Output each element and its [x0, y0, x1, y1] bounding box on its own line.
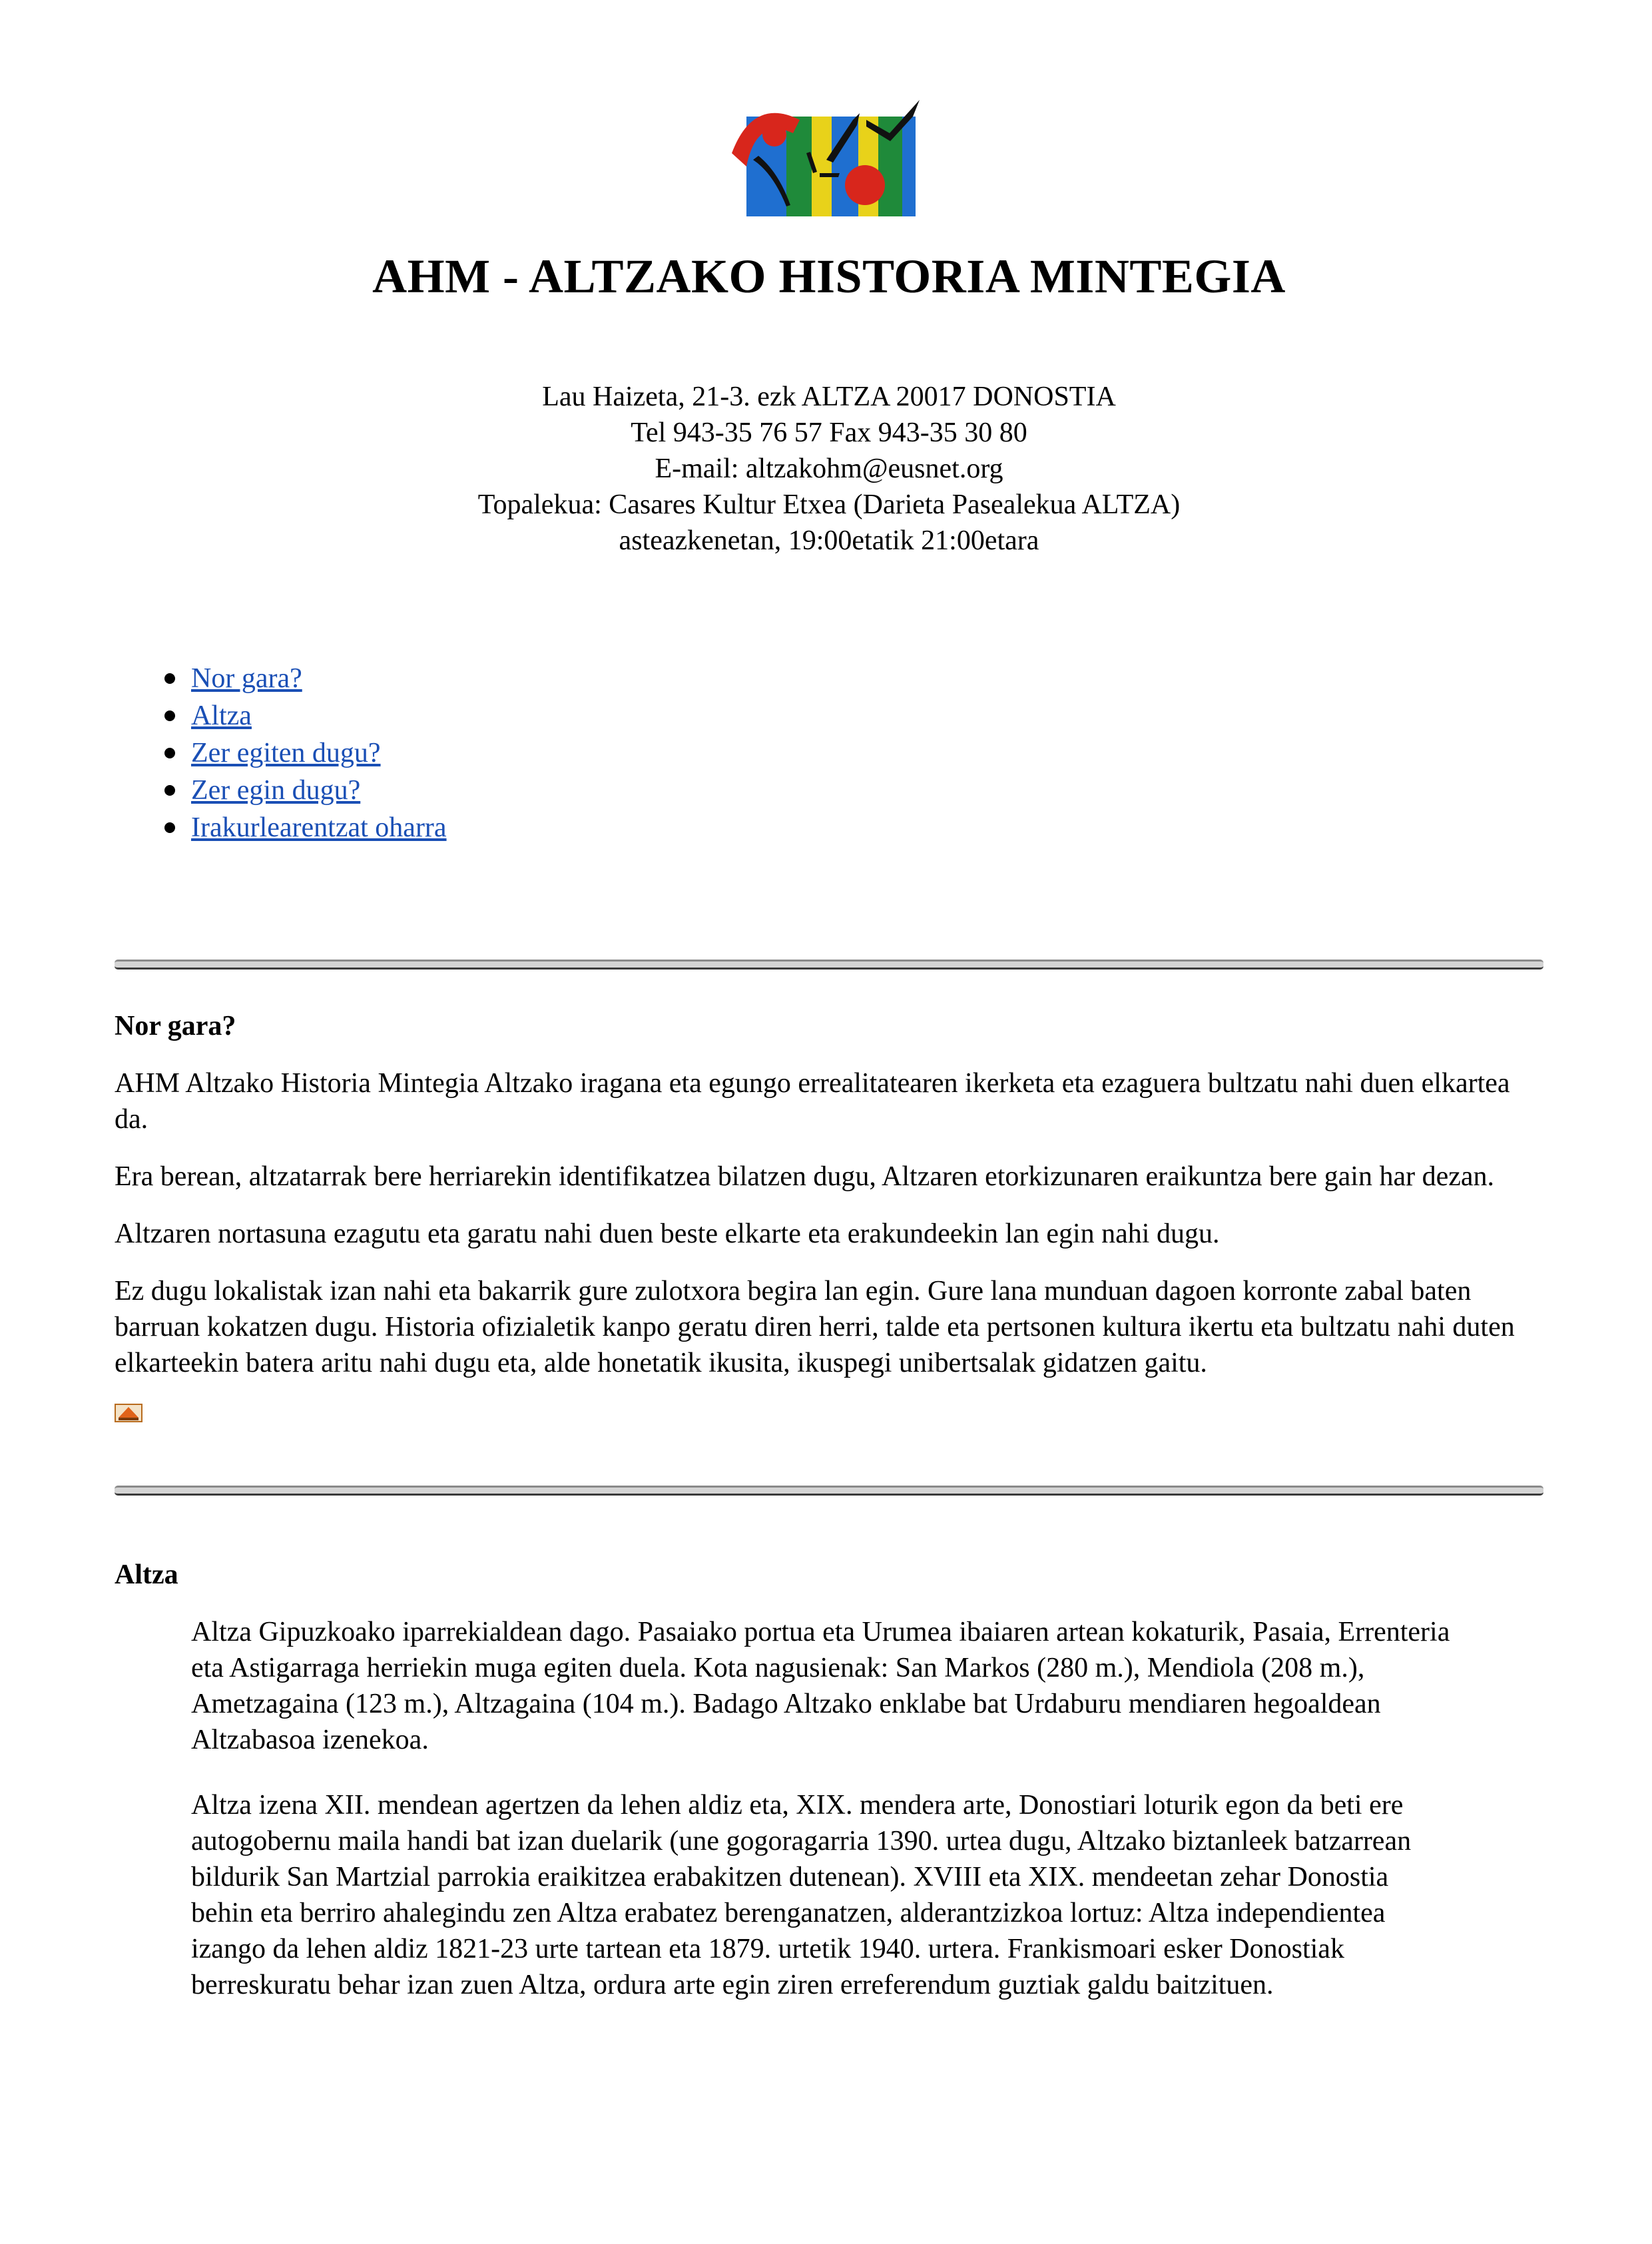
document-page: [115, 87, 1543, 2003]
paragraph: Altza Gipuzkoako iparrekialdean dago. Pasaiako portua eta Urumea ibaiaren artean kokaturik, Pasaia, Errenteria eta Astigarraga herriekin muga egiten duela. Kota nagusienak: San Markos (280 m.), Mendiola (208 m.), Ametzagaina (123 m.), Altzagaina (104 m.). Badago Altzako enklabe bat Urdaburu mendiaren hegoaldean Altzabasoa izenekoa.: [191, 1617, 1450, 1755]
toc-item-altza: [191, 697, 1543, 734]
toc-item-nor-gara: [191, 660, 1543, 697]
logo-area: [115, 87, 1543, 216]
bullet-icon: [164, 673, 175, 684]
page-title: AHM - ALTZAKO HISTORIA MINTEGIA: [372, 250, 1286, 303]
section-title-nor-gara: Nor gara?: [115, 1011, 236, 1041]
toc-item-zer-egiten: [191, 734, 1543, 772]
phone-fax-line: Tel 943-35 76 57 Fax 943-35 30 80: [631, 418, 1027, 448]
ahm-logo-icon: [726, 93, 933, 216]
toc-link-nor-gara[interactable]: Nor gara?: [191, 663, 302, 694]
bullet-icon: [164, 748, 175, 758]
meeting-place-line: Topalekua: Casares Kultur Etxea (Darieta Pasealekua ALTZA): [477, 489, 1181, 520]
bullet-icon: [164, 785, 175, 796]
paragraph: AHM Altzako Historia Mintegia Altzako iragana eta egungo errealitatearen ikerketa eta ezaguera bultzatu nahi duen elkartea da.: [115, 1068, 1510, 1135]
bullet-icon: [164, 710, 175, 721]
toc-link-irakurlearentzat-oharra[interactable]: Irakurlearentzat oharra: [191, 812, 447, 843]
section-divider: [115, 960, 1543, 970]
paragraph: Altzaren nortasuna ezagutu eta garatu nahi duen beste elkarte eta erakundeekin lan egin nahi dugu.: [115, 1219, 1220, 1249]
paragraph: Ez dugu lokalistak izan nahi eta bakarrik gure zulotxora begira lan egin. Gure lana munduan dagoen korronte zabal baten barruan kokatzen dugu. Historia ofizialetik kanpo geratu diren herri, talde eta pertsonen kultura ikertu eta bultzatu nahi duten elkarteekin batera aritu nahi dugu eta, alde honetatik ikusita, ikuspegi unibertsalak gidatzen gaitu.: [115, 1276, 1515, 1378]
section-title-altza: Altza: [115, 1559, 178, 1590]
toc-item-zer-egin: [191, 772, 1543, 809]
toc-link-zer-egiten-dugu[interactable]: Zer egiten dugu?: [191, 738, 381, 768]
paragraph: Era berean, altzatarrak bere herriarekin identifikatzea bilatzen dugu, Altzaren etorkizunaren eraikuntza bere gain har dezan.: [115, 1161, 1495, 1192]
table-of-contents: [115, 660, 1543, 846]
section-altza: [115, 1557, 1543, 2003]
toc-link-zer-egin-dugu[interactable]: Zer egin dugu?: [191, 775, 361, 806]
back-to-top-icon: [115, 1404, 142, 1422]
email-line: E-mail: altzakohm@eusnet.org: [655, 453, 1003, 484]
meeting-time-line: asteazkenetan, 19:00etatik 21:00etara: [619, 525, 1039, 556]
back-to-top-link[interactable]: [115, 1404, 142, 1422]
altza-blockquote: [115, 1614, 1543, 2003]
paragraph: Altza izena XII. mendean agertzen da lehen aldiz eta, XIX. mendera arte, Donostiari loturik egon da beti ere autogobernu maila handi bat izan duelarik (une gogoragarria 1390. urtea dugu, Altzako biztanleek batzarrean bildurik San Martzial parrokia eraikitzea erabakitzen dutenean). XVIII eta XIX. mendeetan zehar Donostia behin eta berriro ahalegindu zen Altza erabatez berenganatzen, alderantzizkoa lortuz: Altza independientea izango da lehen aldiz 1821-23 urte tartean eta 1879. urtetik 1940. urtera. Frankismoari esker Donostiak berreskuratu behar izan zuen Altza, ordura arte egin ziren erreferendum guztiak galdu baitzituen.: [191, 1790, 1412, 2000]
toc-item-oharra: [191, 809, 1543, 846]
section-nor-gara: [115, 1008, 1543, 1426]
toc-link-altza[interactable]: Altza: [191, 701, 252, 731]
contact-address: [115, 379, 1543, 559]
address-line: Lau Haizeta, 21-3. ezk ALTZA 20017 DONOSTIA: [542, 382, 1116, 412]
bullet-icon: [164, 822, 175, 833]
section-divider: [115, 1486, 1543, 1496]
